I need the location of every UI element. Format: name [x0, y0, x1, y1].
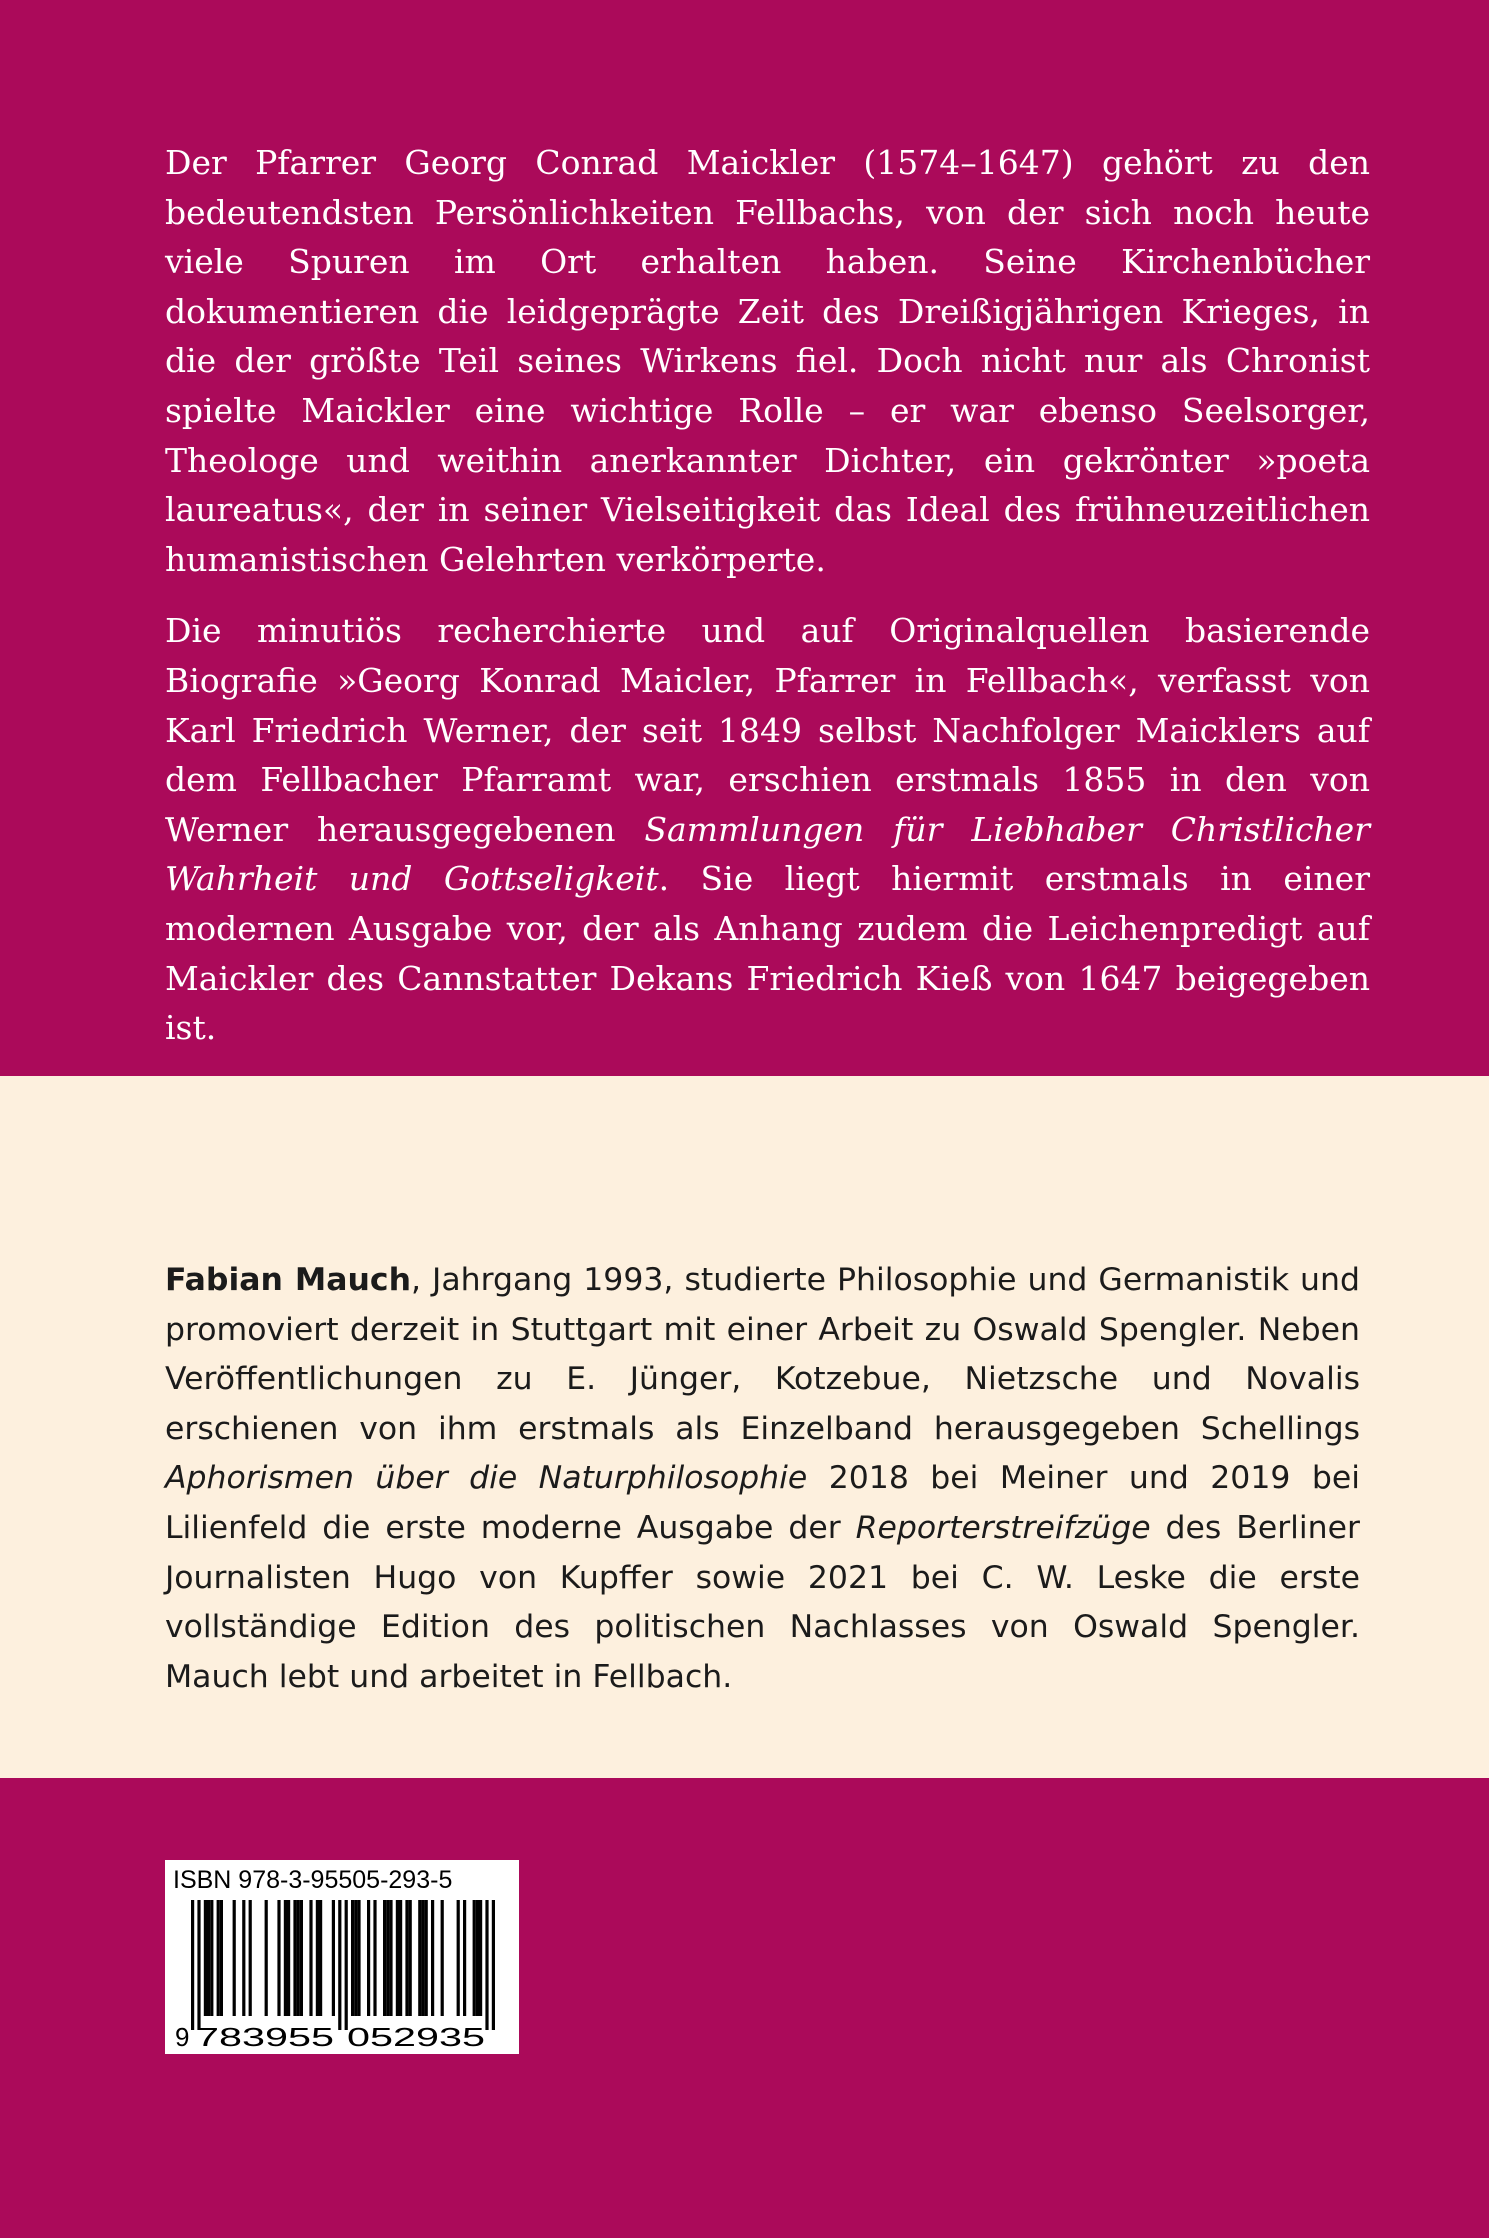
- barcode-bar: [293, 1900, 296, 2016]
- barcode-bar: [277, 1900, 280, 2016]
- barcode-bars: [191, 1900, 495, 2030]
- barcode-bar: [399, 1900, 402, 2016]
- blurb-paragraph-1: [165, 138, 1370, 584]
- ean-first-digit: 9: [175, 2022, 190, 2052]
- barcode-bar: [457, 1900, 460, 2016]
- barcode-bar: [220, 1900, 223, 2016]
- barcode-bar: [319, 1900, 322, 2016]
- barcode-bar: [300, 1900, 303, 2016]
- barcode-bar: [249, 1900, 252, 2016]
- barcode-bar: [492, 1900, 495, 2030]
- barcode-bar: [389, 1900, 392, 2016]
- book-blurb: [165, 138, 1370, 1053]
- barcode-bar: [233, 1900, 236, 2016]
- bio-title-2: Reporterstreifzüge: [855, 1509, 1151, 1546]
- bio-title-1: Aphorismen über die Naturphilosophie: [165, 1460, 808, 1497]
- barcode-bar: [351, 1900, 354, 2016]
- barcode-bar: [386, 1900, 389, 2016]
- barcode-bar: [425, 1900, 428, 2016]
- barcode-bar: [332, 1900, 335, 2016]
- isbn-label: ISBN 978-3-95505-293-5: [173, 1866, 453, 1894]
- bio-text-3: des Berliner Journalisten Hugo von Kupffer sowie 2021 bei C. W. Leske die erste vollständige Edition des politischen Nachlasses von Oswald Spengler. Mauch lebt und arbeitet in Fellbach.: [165, 1509, 1360, 1695]
- author-bio: [165, 1256, 1360, 1702]
- barcode-bar: [421, 1900, 424, 2016]
- barcode-bar: [409, 1900, 412, 2016]
- barcode-bar: [354, 1900, 357, 2016]
- barcode-bar: [242, 1900, 245, 2016]
- barcode-bar: [418, 1900, 421, 2016]
- author-bio-paragraph: [165, 1256, 1360, 1702]
- barcode-bar: [217, 1900, 220, 2016]
- barcode-bar: [463, 1900, 466, 2016]
- blurb-paragraph-2-text-a: Die minutiös recherchierte und auf Originalquellen basierende Biografie »Georg Konrad Maicler, Pfarrer in Fellbach«, verfasst von Karl Friedrich Werner, der seit 1849 selbst Nachfolger Maicklers auf dem Fellbacher Pfarramt war, erschien erstmals 1855 in den von Werner herausgegebenen: [165, 611, 1370, 849]
- barcode-bar: [316, 1900, 319, 2016]
- barcode-bar: [473, 1900, 476, 2016]
- author-name: Fabian Mauch: [165, 1262, 412, 1298]
- barcode-bar: [204, 1900, 207, 2016]
- blurb-series-title: Sammlungen für Liebhaber Christlicher Wahrheit und Gottseligkeit: [165, 809, 1370, 899]
- barcode-bar: [405, 1900, 408, 2016]
- barcode-bar: [265, 1900, 268, 2016]
- barcode-bar: [373, 1900, 376, 2016]
- barcode-bar: [485, 1900, 488, 2030]
- barcode-bar: [309, 1900, 312, 2016]
- barcode-bar: [357, 1900, 360, 2016]
- ean-right-digits: 052935: [347, 2022, 485, 2052]
- blurb-paragraph-1-text: Der Pfarrer Georg Conrad Maickler (1574–1647) gehört zu den bedeutendsten Persönlichkeiten Fellbachs, von der sich noch heute viele Spuren im Ort erhalten haben. Seine Kirchenbücher dokumentieren die leidgeprägte Zeit des Dreißigjährigen Krieges, in die der größte Teil seines Wirkens fiel. Doch nicht nur als Chronist spielte Maickler eine wichtige Rolle – er war ebenso Seelsorger, Theologe und weithin anerkannter Dichter, ein gekrönter »poeta laureatus«, der in seiner Vielseitigkeit das Ideal des frühneuzeitlichen humanistischen Gelehrten verkörperte.: [165, 143, 1370, 579]
- barcode-bar: [297, 1900, 300, 2016]
- bio-text-2: 2018 bei Meiner und 2019 bei Lilienfeld die erste moderne Ausgabe der: [165, 1460, 1360, 1546]
- barcode-bar: [338, 1900, 341, 2030]
- barcode-bar: [287, 1900, 290, 2016]
- ean-left-digits: 783955: [196, 2022, 334, 2052]
- barcode-bar: [383, 1900, 386, 2016]
- bio-text-1: , Jahrgang 1993, studierte Philosophie und Germanistik und promoviert derzeit in Stuttgart mit einer Arbeit zu Oswald Spengler. Neben Veröffentlichungen zu E. Jünger, Kotzebue, Nietzsche und Novalis erschienen von ihm erstmals als Einzelband herausgegeben Schellings: [165, 1262, 1360, 1447]
- barcode-bar: [197, 1900, 200, 2030]
- blurb-paragraph-2-text-b: . Sie liegt hiermit erstmals in einer modernen Ausgabe vor, der als Anhang zudem die Leichenpredigt auf Maickler des Cannstatter Dekans Friedrich Kieß von 1647 beigegeben ist.: [165, 859, 1370, 1048]
- barcode-bar: [284, 1900, 287, 2016]
- barcode-bar: [367, 1900, 370, 2016]
- barcode-bar: [441, 1900, 444, 2016]
- barcode-bar: [476, 1900, 479, 2016]
- barcode-bar: [479, 1900, 482, 2016]
- ean-barcode: [165, 1860, 519, 2054]
- barcode-bar: [210, 1900, 213, 2016]
- barcode-bar: [207, 1900, 210, 2016]
- isbn-barcode-box: [165, 1860, 519, 2054]
- blurb-paragraph-2: [165, 606, 1370, 1052]
- barcode-bar: [396, 1900, 399, 2016]
- barcode-bar: [345, 1900, 348, 2030]
- barcode-bar: [191, 1900, 194, 2030]
- barcode-bar: [431, 1900, 434, 2016]
